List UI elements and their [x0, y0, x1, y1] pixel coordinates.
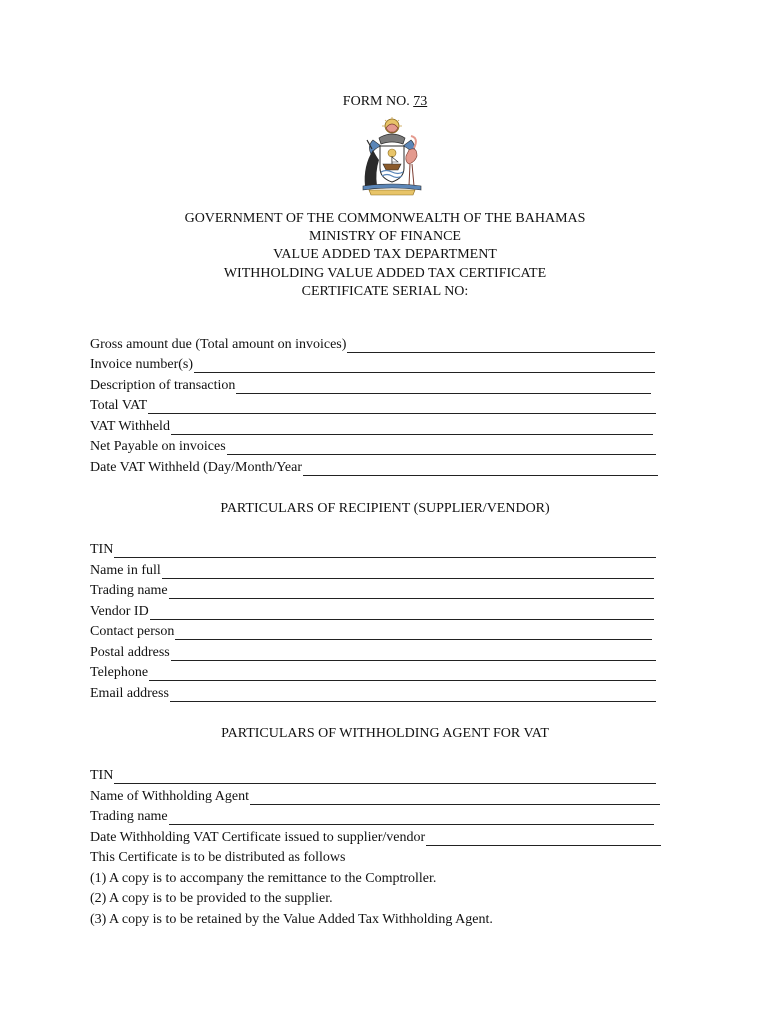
- field-agent-trading-name[interactable]: [90, 808, 654, 825]
- fill-line[interactable]: [227, 441, 656, 455]
- distribution-item: (1) A copy is to accompany the remittance to the Comptroller.: [90, 871, 437, 886]
- fill-line[interactable]: [169, 585, 654, 599]
- field-label: Net Payable on invoices: [90, 439, 226, 454]
- fill-line[interactable]: [171, 421, 653, 435]
- heading-department: VALUE ADDED TAX DEPARTMENT: [273, 247, 497, 263]
- field-agent-name[interactable]: [90, 788, 660, 805]
- recipient-section-title: PARTICULARS OF RECIPIENT (SUPPLIER/VENDOR): [220, 501, 550, 516]
- fill-line[interactable]: [162, 565, 654, 579]
- form-number-line: [0, 93, 770, 111]
- field-description[interactable]: [90, 377, 651, 394]
- heading-government: GOVERNMENT OF THE COMMONWEALTH OF THE BAHAMAS: [184, 211, 586, 226]
- field-label: Telephone: [90, 665, 149, 680]
- field-agent-tin[interactable]: [90, 767, 656, 784]
- field-recipient-tin[interactable]: [90, 541, 656, 558]
- fill-line[interactable]: [250, 791, 660, 805]
- field-label: Email address: [90, 686, 169, 701]
- fill-line[interactable]: [170, 688, 656, 702]
- field-label: Name in full: [90, 563, 161, 578]
- field-recipient-postal-address[interactable]: [90, 644, 656, 661]
- field-label: Gross amount due (Total amount on invoices): [90, 337, 347, 352]
- field-label: Description of transaction: [90, 378, 236, 393]
- certificate-heading: [0, 210, 770, 301]
- heading-serial-number: CERTIFICATE SERIAL NO:: [301, 283, 469, 299]
- distribution-item: (2) A copy is to be provided to the supplier.: [90, 891, 333, 906]
- form-number-value: 73: [413, 94, 428, 109]
- field-recipient-email[interactable]: [90, 685, 656, 702]
- field-recipient-contact-person[interactable]: [90, 623, 652, 640]
- field-invoice-numbers[interactable]: [90, 356, 655, 373]
- field-label: Trading name: [90, 809, 168, 824]
- field-recipient-trading-name[interactable]: [90, 582, 654, 599]
- field-vat-withheld[interactable]: [90, 418, 653, 435]
- coat-of-arms-icon: [359, 116, 425, 196]
- field-recipient-telephone[interactable]: [90, 664, 656, 681]
- fill-line[interactable]: [114, 544, 656, 558]
- field-recipient-name[interactable]: [90, 562, 654, 579]
- field-label: Postal address: [90, 645, 170, 660]
- field-gross-amount[interactable]: [90, 336, 655, 353]
- field-agent-issue-date[interactable]: [90, 829, 661, 846]
- fill-line[interactable]: [236, 380, 651, 394]
- fill-line[interactable]: [150, 606, 654, 620]
- form-number-prefix: FORM NO.: [342, 94, 410, 109]
- field-total-vat[interactable]: [90, 397, 656, 414]
- fill-line[interactable]: [148, 400, 656, 414]
- field-label: Total VAT: [90, 398, 148, 413]
- field-label: TIN: [90, 542, 114, 557]
- fill-line[interactable]: [114, 770, 656, 784]
- field-recipient-vendor-id[interactable]: [90, 603, 654, 620]
- fill-line[interactable]: [175, 626, 652, 640]
- fill-line[interactable]: [426, 832, 661, 846]
- field-label: VAT Withheld: [90, 419, 170, 434]
- fill-line[interactable]: [149, 667, 656, 681]
- distribution-item: (3) A copy is to be retained by the Value Added Tax Withholding Agent.: [90, 912, 493, 927]
- fill-line[interactable]: [171, 647, 656, 661]
- fill-line[interactable]: [303, 462, 658, 476]
- heading-certificate-title: WITHHOLDING VALUE ADDED TAX CERTIFICATE: [223, 265, 547, 281]
- field-label: Trading name: [90, 583, 168, 598]
- field-net-payable[interactable]: [90, 438, 656, 455]
- fill-line[interactable]: [169, 811, 654, 825]
- heading-ministry: MINISTRY OF FINANCE: [309, 229, 461, 245]
- field-date-vat-withheld[interactable]: [90, 459, 658, 476]
- field-label: Contact person: [90, 624, 175, 639]
- field-label: Name of Withholding Agent: [90, 789, 249, 804]
- field-label: TIN: [90, 768, 114, 783]
- agent-section-title: PARTICULARS OF WITHHOLDING AGENT FOR VAT: [221, 726, 549, 741]
- fill-line[interactable]: [194, 359, 655, 373]
- field-label: Invoice number(s): [90, 357, 194, 372]
- fill-line[interactable]: [347, 339, 655, 353]
- field-label: Date VAT Withheld (Day/Month/Year: [90, 460, 303, 475]
- field-label: Vendor ID: [90, 604, 149, 619]
- field-label: Date Withholding VAT Certificate issued to supplier/vendor: [90, 830, 426, 845]
- distribution-intro: This Certificate is to be distributed as follows: [90, 850, 346, 865]
